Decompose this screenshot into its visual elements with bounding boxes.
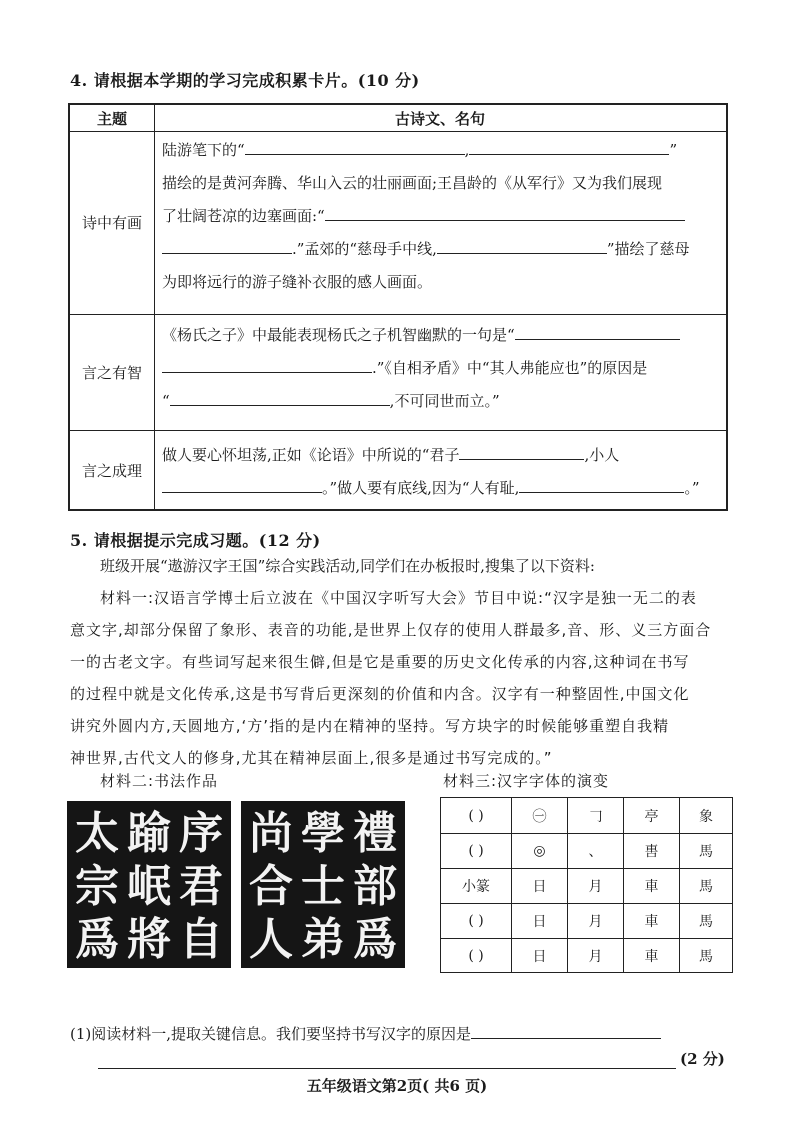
evolution-row: ( ) ㊀ 𠃌 亭 象 [441,798,732,834]
blank-input[interactable] [325,202,685,221]
answer-line[interactable] [98,1050,676,1069]
row-content-reasoning: 做人要心怀坦荡,正如《论语》中所说的“君子 ,小人 。”做人要有底线,因为“人有耻, 。” [162,439,722,505]
evolution-row: 小篆 日 月 車 馬 [441,868,732,904]
row-theme-poem-picture: 诗中有画 [81,214,142,232]
q5-intro: 班级开展“遨游汉字王国”综合实践活动,同学们在办板报时,搜集了以下资料: [100,557,595,575]
evolution-row: ( ) 日 月 車 馬 [441,938,732,973]
accumulation-card-table [68,103,728,511]
row-content-wise-words: 《杨氏之子》中最能表现杨氏之子机智幽默的一句是“ .”《自相矛盾》中“其人弗能应也”的原因是 “ ,不可同世而立。” [162,319,722,418]
header-content: 古诗文、名句 [394,109,485,128]
evolution-row: ( ) ◎ 、 軎 馬 [441,833,732,869]
header-theme: 主题 [96,109,127,128]
calligraphy-left-image: 太 宗 爲 踰 岷 將 序 君 自 [67,801,231,968]
material-1-text: 材料一:汉语言学博士后立波在《中国汉字听写大会》节目中说:“汉字是独一无二的表 意文字,却部分保留了象形、表音的功能,是世界上仅存的使用人群最多,音、形、义三方面合 一的古老文字。有些词写起来很生僻,但是它是重要的历史文化传承的内容,这种词在书写 的过程中就是文化传承,这是书写背后更深刻的价值和内含。汉字有一种整固性,中国文化 讲究外圆内方,天圆地方,‘方’指的是内在精神的坚持。写方块字的时候能够重塑自我精 神世界,古代文人的修身,尤其在精神层面上,很多是通过书写完成的。” [70,589,712,767]
blank-input[interactable] [245,136,465,155]
evolution-blank-label[interactable]: ( ) [441,903,512,938]
evolution-blank-label[interactable]: ( ) [441,833,512,868]
evolution-blank-label[interactable]: ( ) [441,938,512,973]
blank-input[interactable] [162,354,372,373]
row-theme-wise-words: 言之有智 [81,363,142,382]
q4-title: 4. 请根据本学期的学习完成积累卡片。(10 分) [70,71,420,90]
calligraphy-right-image: 尚 合 人 學 士 弟 禮 部 爲 [241,801,405,968]
blank-input[interactable] [162,474,322,493]
row-content-poem-picture: 陆游笔下的“ , ” 描绘的是黄河奔腾、华山入云的壮丽画面;王昌龄的《从军行》又为我们展现 了壮阔苍凉的边塞画面:“ .”孟郊的“慈母手中线, ”描绘了慈母 为即将远行的游子缝补衣服的感人画面。 [162,134,722,299]
blank-input[interactable] [437,235,607,254]
sub-question-1-score: (2 分) [680,1050,725,1068]
q5-title: 5. 请根据提示完成习题。(12 分) [70,531,321,550]
evolution-row: ( ) 日 月 車 馬 [441,903,732,939]
blank-input[interactable] [515,321,680,340]
blank-input[interactable] [459,441,584,460]
sub-question-1: (1)阅读材料一,提取关键信息。我们要坚持书写汉字的原因是 [70,1020,661,1044]
row-theme-reasoning: 言之成理 [81,462,142,480]
evolution-blank-label[interactable]: ( ) [441,798,512,833]
page-footer: 五年级语文第2页( 共6 页) [306,1077,488,1095]
material-3-label: 材料三:汉字字体的演变 [443,772,610,790]
evolution-label-xiaozhuan: 小篆 [441,868,512,903]
blank-input[interactable] [170,387,390,406]
blank-input[interactable] [519,474,684,493]
answer-blank[interactable] [471,1020,661,1039]
material-2-label: 材料二:书法作品 [100,772,219,790]
blank-input[interactable] [162,235,292,254]
script-evolution-table [440,797,733,973]
blank-input[interactable] [469,136,669,155]
